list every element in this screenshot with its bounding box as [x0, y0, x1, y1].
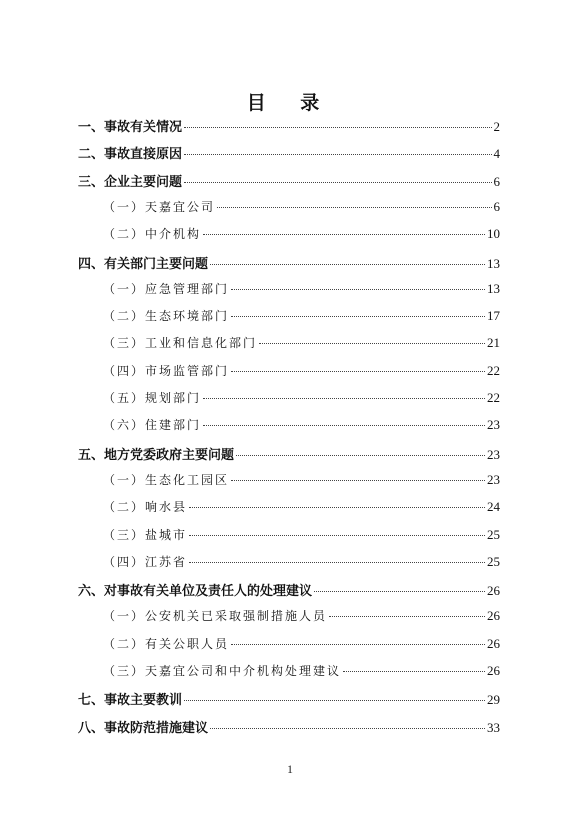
toc-dot-leader: [231, 371, 485, 372]
toc-dot-leader: [329, 616, 485, 617]
toc-dot-leader: [231, 480, 485, 481]
toc-entry[interactable]: [103, 334, 500, 358]
toc-entry-label: 七、事故主要教训: [78, 693, 183, 709]
toc-dot-leader: [189, 507, 485, 508]
toc-entry[interactable]: [103, 416, 500, 440]
toc-entry-page: 22: [487, 362, 500, 378]
toc-dot-leader: [203, 234, 485, 235]
toc-entry-label: （四）江苏省: [103, 554, 188, 569]
toc-entry-page: 23: [487, 446, 500, 462]
toc-entry-page: 23: [487, 417, 500, 433]
toc-dot-leader: [189, 562, 485, 563]
toc-entry-page: 26: [487, 583, 500, 599]
toc-entry[interactable]: [103, 471, 500, 495]
toc-entry-label: 八、事故防范措施建议: [78, 720, 209, 736]
toc-entry-label: 六、对事故有关单位及责任人的处理建议: [78, 584, 313, 600]
toc-entry[interactable]: [103, 526, 500, 550]
toc-dot-leader: [259, 343, 485, 344]
toc-dot-leader: [314, 591, 485, 592]
toc-entry-label: （三）天嘉宜公司和中介机构处理建议: [103, 664, 342, 678]
toc-entry-label: （三）盐城市: [103, 527, 188, 542]
toc-entry[interactable]: [78, 580, 500, 604]
toc-dot-leader: [231, 316, 485, 317]
toc-entry-label: 四、有关部门主要问题: [78, 256, 209, 272]
toc-entry[interactable]: [103, 307, 500, 331]
page-number: 1: [287, 762, 293, 776]
toc-entry[interactable]: [103, 198, 500, 222]
toc-entry-page: 33: [487, 719, 500, 735]
toc-dot-leader: [184, 154, 491, 155]
toc-entry-page: 6: [493, 198, 500, 214]
toc-entry[interactable]: [103, 225, 500, 249]
toc-dot-leader: [184, 127, 491, 128]
toc-entry[interactable]: [103, 553, 500, 577]
toc-entry[interactable]: [78, 689, 500, 713]
toc-entry[interactable]: [103, 662, 500, 686]
toc-entry-page: 26: [487, 635, 500, 651]
toc-entry-page: 2: [493, 119, 500, 134]
toc-entry[interactable]: [78, 717, 500, 741]
toc-entry-page: 23: [487, 471, 500, 487]
toc-entry-page: 26: [487, 663, 500, 678]
toc-entry-page: 26: [487, 608, 500, 624]
toc-entry-page: 10: [487, 226, 500, 242]
toc-entry-label: （一）应急管理部门: [103, 281, 230, 296]
toc-entry-page: 17: [487, 308, 500, 324]
toc-entry-label: （一）天嘉宜公司: [103, 199, 216, 214]
toc-entry-label: 二、事故直接原因: [78, 147, 183, 163]
toc-entry-label: （二）有关公职人员: [103, 636, 230, 651]
toc-dot-leader: [217, 207, 491, 208]
toc-entry[interactable]: [103, 389, 500, 413]
toc-entry-label: 一、事故有关情况: [78, 120, 183, 135]
toc-entry[interactable]: [78, 253, 500, 277]
toc-entry-page: 6: [493, 173, 500, 189]
toc-dot-leader: [203, 398, 485, 399]
toc-entry-label: （六）住建部门: [103, 418, 202, 433]
toc-entry[interactable]: [78, 143, 500, 167]
toc-entry[interactable]: [103, 498, 500, 522]
toc-entry-page: 25: [487, 553, 500, 569]
toc-entry-label: （二）中介机构: [103, 227, 202, 242]
toc-dot-leader: [236, 455, 485, 456]
toc-dot-leader: [343, 671, 485, 672]
toc-entry-page: 21: [487, 335, 500, 351]
toc-dot-leader: [184, 182, 491, 183]
toc-entry-page: 25: [487, 526, 500, 542]
toc-entry-label: 五、地方党委政府主要问题: [78, 447, 235, 463]
toc-entry[interactable]: [103, 607, 500, 631]
toc-entry-label: （五）规划部门: [103, 391, 202, 405]
toc-dot-leader: [231, 289, 485, 290]
toc-entry-label: （二）生态环境部门: [103, 309, 230, 324]
toc-entry[interactable]: [103, 635, 500, 659]
toc-entry-page: 22: [487, 390, 500, 405]
toc-entry-label: （三）工业和信息化部门: [103, 336, 258, 351]
toc-entry-label: （一）公安机关已采取强制措施人员: [103, 609, 328, 624]
toc-entry-page: 13: [487, 255, 500, 271]
toc-entry[interactable]: [78, 171, 500, 195]
toc-dot-leader: [231, 644, 485, 645]
toc-entry-label: （二）响水县: [103, 500, 188, 515]
toc-entry[interactable]: [103, 280, 500, 304]
toc-entry-page: 29: [487, 692, 500, 708]
toc-entry-label: 三、企业主要问题: [78, 174, 183, 190]
toc-entry[interactable]: [78, 444, 500, 468]
toc-entry[interactable]: [78, 116, 500, 140]
toc-entry[interactable]: [103, 362, 500, 386]
toc-dot-leader: [203, 425, 485, 426]
toc-dot-leader: [210, 728, 485, 729]
toc-entry-page: 13: [487, 280, 500, 296]
toc-entry-page: 24: [487, 499, 500, 515]
toc-entry-label: （四）市场监管部门: [103, 363, 230, 378]
toc-entry-page: 4: [493, 146, 500, 162]
page-title: 目 录: [246, 92, 334, 114]
toc-entry-label: （一）生态化工园区: [103, 472, 230, 487]
toc-dot-leader: [189, 535, 485, 536]
toc-dot-leader: [210, 264, 485, 265]
toc-dot-leader: [184, 700, 485, 701]
